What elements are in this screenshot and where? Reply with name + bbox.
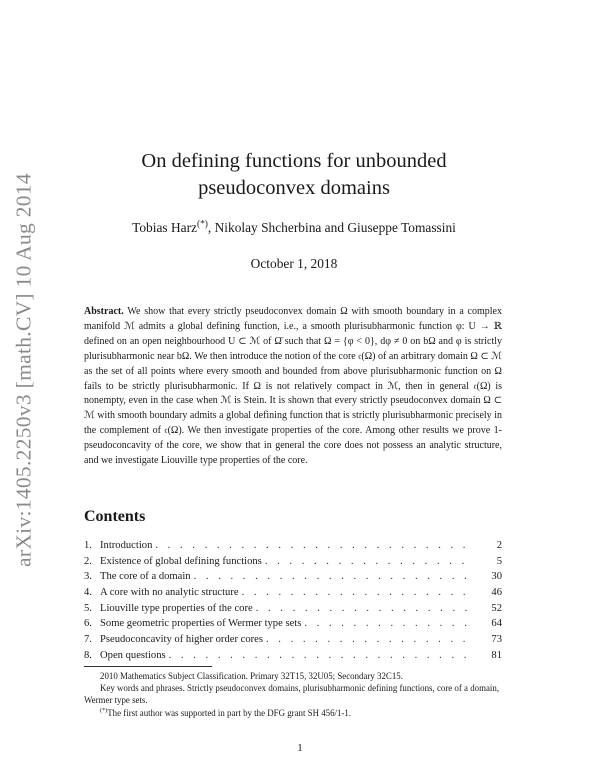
toc-page: 64 <box>491 618 502 630</box>
author-list <box>84 220 504 236</box>
abstract-text: We show that every strictly pseudoconvex domain Ω with smooth boundary in a complex manifold ℳ admits a global defining function, i.e., a smooth plurisubharmonic function φ: U → ℝ defined on an open neighbourhood U ⊂ ℳ of Ω̄ such that Ω = {φ < 0}, dφ ≠ 0 on bΩ and φ is strictly plurisubharmonic near bΩ. We then introduce the notion of the core 𝔠(Ω) of an arbitrary domain Ω ⊂ ℳ as the set of all points where every smooth and bounded from above plurisubharmonic function on Ω fails to be strictly plurisubharmonic. If Ω is not relatively compact in ℳ, then in general 𝔠(Ω) is nonempty, even in the case when ℳ is Stein. It is shown that every strictly pseudoconvex domain Ω ⊂ ℳ with smooth boundary admits a global defining function that is strictly plurisubharmonic precisely in the complement of 𝔠(Ω). We then investigate properties of the core. Among other results we prove 1-pseudoconcavity of the core, we show that in general the core does not possess an analytic structure, and we investigate Liouville type properties of the core. <box>84 306 502 467</box>
toc-page: 81 <box>491 649 502 661</box>
toc-entry[interactable] <box>84 618 502 634</box>
abstract-label: Abstract. <box>84 306 124 317</box>
toc-title: A core with no analytic structure <box>100 587 239 599</box>
toc-number: 4. <box>84 587 92 599</box>
toc-number: 7. <box>84 634 92 646</box>
arxiv-stamp <box>6 160 42 580</box>
toc-leader <box>256 603 472 614</box>
toc-page: 5 <box>496 555 502 567</box>
footnotes <box>84 670 502 719</box>
toc-leader <box>194 571 472 582</box>
toc-entry[interactable] <box>84 540 502 556</box>
toc-page: 30 <box>491 571 502 583</box>
toc-number: 6. <box>84 618 92 630</box>
toc-entry[interactable] <box>84 587 502 603</box>
toc-number: 2. <box>84 555 92 567</box>
toc-page: 46 <box>491 587 502 599</box>
toc-entry[interactable] <box>84 556 502 572</box>
toc-entry[interactable] <box>84 603 502 619</box>
toc-number: 5. <box>84 602 92 614</box>
toc-leader <box>155 540 472 551</box>
toc-number: 1. <box>84 540 92 551</box>
toc-leader <box>266 634 472 645</box>
page-number: 1 <box>297 742 303 754</box>
toc-title: Pseudoconcavity of higher order cores <box>100 634 263 646</box>
author-first: Tobias Harz <box>132 220 197 235</box>
footnote-keywords: Key words and phrases. Strictly pseudoconvex domains, plurisubharmonic defining functions, core of a domain, Wermer type sets. <box>84 683 500 706</box>
abstract <box>84 305 502 469</box>
toc-entry[interactable] <box>84 634 502 650</box>
toc-page: 2 <box>496 540 502 551</box>
footnote-support <box>84 707 502 719</box>
author-footnote-mark: (*) <box>196 219 208 230</box>
toc-page: 73 <box>491 634 502 646</box>
toc-number: 8. <box>84 649 92 661</box>
toc-title: Introduction <box>100 540 153 551</box>
toc-title: Open questions <box>100 649 166 661</box>
contents-heading: Contents <box>84 508 146 525</box>
toc-leader <box>242 587 472 598</box>
toc-leader <box>169 650 472 661</box>
footnote-support-text: The first author was supported in part by the DFG grant SH 456/1-1. <box>107 707 352 718</box>
footnote-rule <box>84 666 212 667</box>
author-rest: , Nikolay Shcherbina and Giuseppe Tomassini <box>207 220 456 235</box>
table-of-contents <box>84 540 502 666</box>
toc-title: Liouville type properties of the core <box>100 602 253 614</box>
toc-page: 52 <box>491 602 502 614</box>
arxiv-identifier: arXiv:1405.2250v3 [math.CV] 10 Aug 2014 <box>11 173 36 567</box>
toc-title: Some geometric properties of Wermer type sets <box>100 618 302 630</box>
toc-leader <box>304 618 472 629</box>
paper-title: On defining functions for unbounded pseudoconvex domains <box>141 150 447 199</box>
toc-entry[interactable] <box>84 571 502 587</box>
toc-title: Existence of global defining functions <box>100 555 262 567</box>
footnote-msc: 2010 Mathematics Subject Classification. Primary 32T15, 32U05; Secondary 32C15. <box>100 671 403 681</box>
footnote-support-mark: (*) <box>100 706 108 714</box>
paper-date: October 1, 2018 <box>250 256 338 271</box>
toc-title: The core of a domain <box>100 571 191 583</box>
toc-number: 3. <box>84 571 92 583</box>
toc-leader <box>265 556 472 567</box>
toc-entry[interactable] <box>84 650 502 666</box>
